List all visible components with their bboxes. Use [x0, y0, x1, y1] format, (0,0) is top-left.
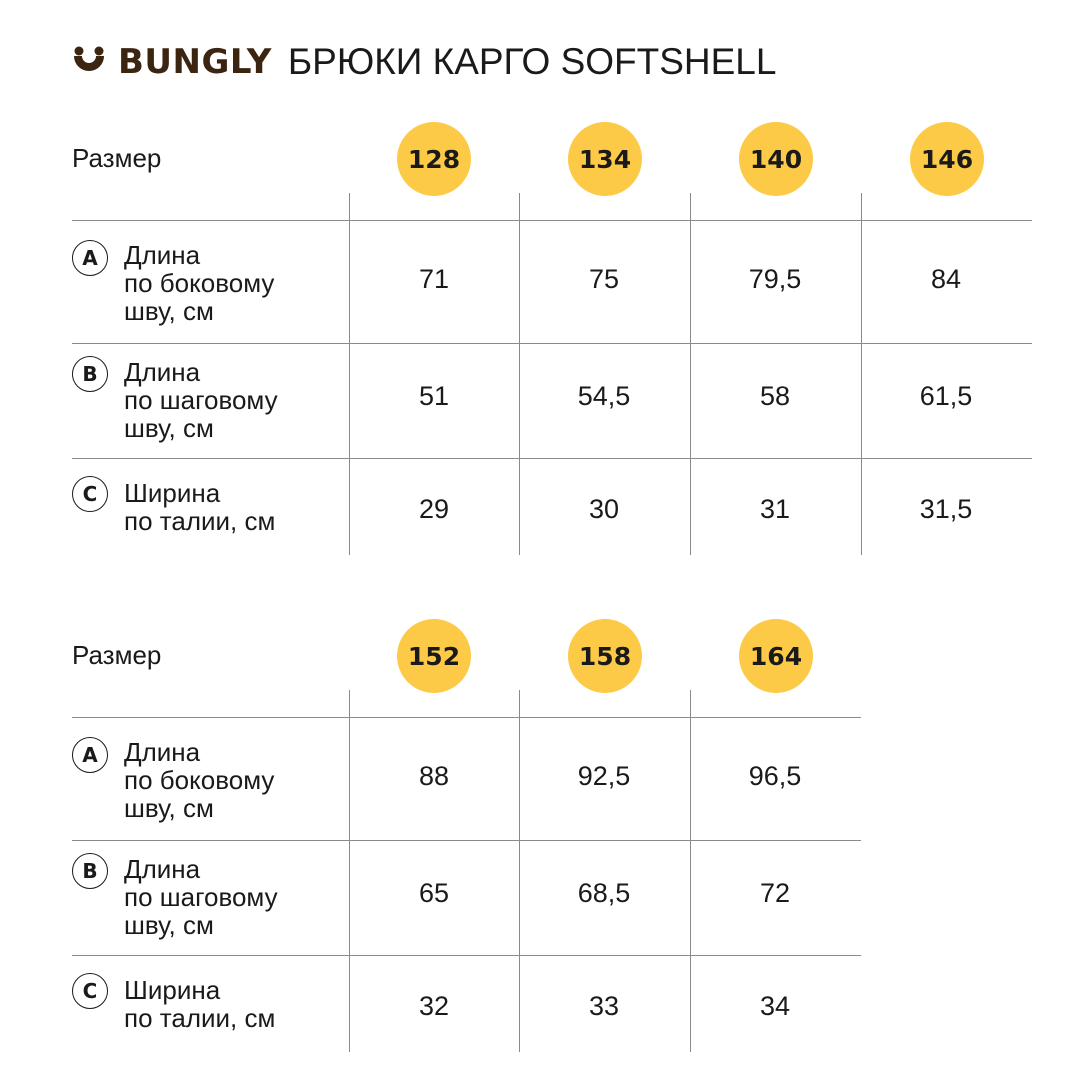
table-cell: 54,5	[577, 381, 631, 411]
size-badge: 128	[397, 122, 471, 196]
table-cell: 71	[418, 264, 450, 294]
row-letter-badge: B	[72, 356, 108, 392]
size-header-row	[72, 117, 1032, 217]
row-label: Длина по боковому шву, см	[124, 737, 275, 823]
table-cell: 75	[588, 264, 620, 294]
size-badge: 152	[397, 619, 471, 693]
product-title: БРЮКИ КАРГО SOFTSHELL	[287, 41, 777, 82]
table-row	[72, 458, 1032, 555]
table-cell: 84	[930, 264, 962, 294]
table-cell: 30	[588, 494, 620, 524]
size-badge: 140	[739, 122, 813, 196]
size-badge: 134	[568, 122, 642, 196]
table-cell: 65	[418, 878, 450, 908]
table-row	[72, 955, 861, 1052]
row-letter-badge: A	[72, 240, 108, 276]
table-cell: 32	[418, 991, 450, 1021]
table-cell: 51	[418, 381, 450, 411]
row-letter-badge: C	[72, 973, 108, 1009]
size-label: Размер	[72, 143, 162, 173]
row-label: Ширина по талии, см	[124, 478, 276, 536]
size-label: Размер	[72, 640, 162, 670]
table-cell: 72	[759, 878, 791, 908]
table-cell: 34	[759, 991, 791, 1021]
table-row	[72, 343, 1032, 458]
table-row	[72, 840, 861, 955]
table-cell: 92,5	[577, 761, 631, 791]
size-badge: 146	[910, 122, 984, 196]
table-cell: 58	[759, 381, 791, 411]
size-badge: 158	[568, 619, 642, 693]
header	[72, 38, 776, 86]
table-cell: 88	[418, 761, 450, 791]
brand-name: BUNGLY	[118, 42, 272, 82]
bear-face-icon	[72, 45, 106, 79]
table-cell: 68,5	[577, 878, 631, 908]
row-letter-badge: C	[72, 476, 108, 512]
table-cell: 61,5	[919, 381, 973, 411]
row-label: Длина по шаговому шву, см	[124, 357, 278, 443]
size-header-row	[72, 614, 1032, 714]
table-row	[72, 717, 861, 840]
row-label: Длина по боковому шву, см	[124, 240, 275, 326]
row-label: Длина по шаговому шву, см	[124, 854, 278, 940]
table-cell: 31	[759, 494, 791, 524]
size-table-1	[72, 117, 1032, 557]
row-label: Ширина по талии, см	[124, 975, 276, 1033]
size-badge: 164	[739, 619, 813, 693]
table-row	[72, 220, 1032, 343]
row-letter-badge: B	[72, 853, 108, 889]
table-cell: 96,5	[748, 761, 802, 791]
table-cell: 31,5	[919, 494, 973, 524]
table-cell: 29	[418, 494, 450, 524]
table-cell: 33	[588, 991, 620, 1021]
table-cell: 79,5	[748, 264, 802, 294]
size-table-2	[72, 614, 1032, 1054]
row-letter-badge: A	[72, 737, 108, 773]
